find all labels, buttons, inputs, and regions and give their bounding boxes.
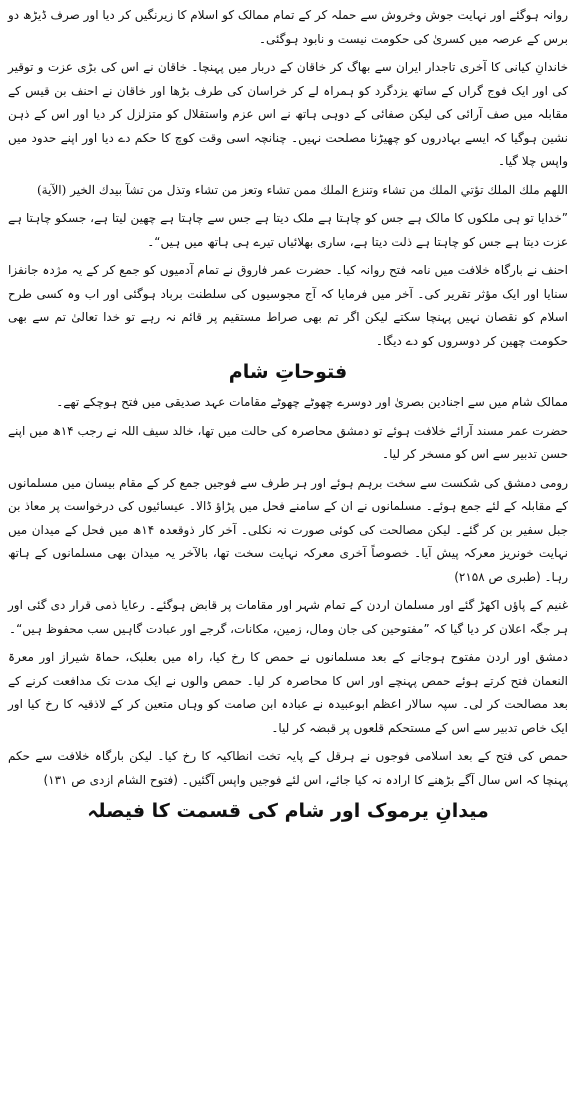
next-section-heading: میدانِ یرموک اور شام کی قسمت کا فیصلہ <box>87 800 489 822</box>
section-futuhat-sham <box>8 391 568 792</box>
paragraph-fahl-battle: رومی دمشق کی شکست سے سخت برہم ہوئے اور ہر طرف سے فوجیں جمع کر کے مقام بیسان میں مسلمانوں کے مقابلہ کے لئے جمع ہوئے۔ مسلمانوں نے ان کے سامنے فحل میں پڑاؤ ڈالا۔ عیسائیوں کی درخواست پر معاذ بن جبل سفیر بن کر گئے۔ لیکن مصالحت کی کوئی صورت نہ نکلی۔ آخر کار ذوقعدہ ۱۴ھ میں فحل کے میدان میں نہایت خونریز معرکہ پیش آیا۔ خصوصاً آخری معرکہ نہایت سخت تھا، بالآخر یہ میدان بھی مسلمانوں کے ہاتھ رہا۔ (طبری ص ۲۱۵۸) <box>8 475 568 584</box>
paragraph-verse-translation: ”خدایا تو ہی ملکوں کا مالک ہے جس کو چاہتا ہے ملک دیتا ہے جس سے چاہتا ہے چھین لیتا ہے، جسکو چاہتا ہے عزت دیتا ہے جس کو چاہتا ہے ذلت دیتا ہے، ساری بھلائیاں تیرے ہی ہاتھ میں ہیں“۔ <box>8 211 568 249</box>
section-heading-futuhat-sham: فتوحاتِ شام <box>228 361 348 383</box>
paragraph-arabic-verse: اللهم ملك الملك تؤتي الملك من تشاء وتنزع الملك ممن تشاء وتعز من تشاء وتذل من تشآ بيدك الخير (الآية) <box>37 182 568 197</box>
section-intro <box>8 4 568 353</box>
paragraph-damascus: حضرت عمر مسند آرائے خلافت ہوئے تو دمشق محاصرہ کی حالت میں تھا، خالد سیف اللہ نے رجب ۱۴ھ میں اپنے حسن تدبیر سے اس کو مسخر کر لیا۔ <box>8 423 568 461</box>
paragraph-sham-early: ممالک شام میں سے اجنادین بصریٰ اور دوسرے چھوٹے چھوٹے مقامات عہد صدیقی میں فتح ہوچکے تھے۔ <box>56 395 568 409</box>
paragraph-antioch: حمص کی فتح کے بعد اسلامی فوجوں نے ہرقل کے پایہ تخت انطاکیہ کا رخ کیا۔ لیکن بارگاہ خلافت سے حکم پہنچا کہ اس سال آگے بڑھنے کا ارادہ نہ کیا جائے، اس لئے فوجیں واپس آگئیں۔ (فتوح الشام ازدی ص ۱۳۱) <box>8 749 568 787</box>
paragraph-ahnaf-letter: احنف نے بارگاہ خلافت میں نامہ فتح روانہ کیا۔ حضرت عمر فاروق نے تمام آدمیوں کو جمع کر کے یہ مژدہ جانفزا سنایا اور ایک مؤثر تقریر کی۔ آخر میں فرمایا کہ آج مجوسیوں کی سلطنت برباد ہوگئی اور اب وہ کسی طرح اسلام کو نقصان نہیں پہنچا سکتے لیکن اگر تم بھی صراط مستقیم پر قائم نہ رہے تو خدا تعالیٰ تم سے بھی حکومت چھین کر دوسروں کو دے دیگا۔ <box>8 263 568 348</box>
paragraph-kayani-dynasty: خاندانِ کیانی کا آخری تاجدار ایران سے بھاگ کر خاقان کے دربار میں پہنچا۔ خاقان نے اس کی بڑی عزت و توقیر کی اور ایک فوج گراں کے ساتھ یزدگرد کو ہمراہ لے کر خراسان کی طرف بڑھا اور خاقان نے احنف بن قیس کے مقابلہ میں صف آرائی کی لیکن صفائی کے دوہی ہاتھ نے اس عزم واستقلال کو متزلزل کر دیا اور اس کے ذہن نشین ہوگیا کہ ایسے بہادروں کو چھیڑنا مصلحت نہیں۔ چنانچہ اسی وقت کوچ کا حکم دے دیا اور اپنے حدود میں واپس چلا گیا۔ <box>8 60 568 168</box>
paragraph-conquest-iran: روانہ ہوگئے اور نہایت جوش وخروش سے حملہ کر کے تمام ممالک کو اسلام کا زیرنگیں کر دیا اور صرف ڈیڑھ دو برس کے عرصہ میں کسریٰ کی حکومت نیست و نابود ہوگئی۔ <box>8 8 568 46</box>
paragraph-hims: دمشق اور اردن مفتوح ہوجانے کے بعد مسلمانوں نے حمص کا رخ کیا، راہ میں بعلبک، حماۃ شیراز اور معرۃ النعمان فتح کرتے ہوئے حمص پہنچے اور اس کا محاصرہ کر لیا۔ حمص والوں نے ایک مدت تک مدافعت کرنے کے بعد مصالحت کر لی۔ سپہ سالار اعظم ابوعبیدہ نے عبادہ ابن صامت کو وہاں متعین کر کے لاذقیہ کا رخ کیا اور ایک خاص تدبیر سے اس کے مستحکم قلعوں پر قبضہ کر لیا۔ <box>8 650 568 735</box>
paragraph-jordan: غنیم کے پاؤں اکھڑ گئے اور مسلمان اردن کے تمام شہر اور مقامات پر قابض ہوگئے۔ رعایا ذمی قرار دی گئی اور ہر جگہ اعلان کر دیا گیا کہ ”مفتوحین کی جان ومال، زمین، مکانات، گرجے اور عبادت گاہیں سب محفوظ ہیں“۔ <box>8 598 568 636</box>
